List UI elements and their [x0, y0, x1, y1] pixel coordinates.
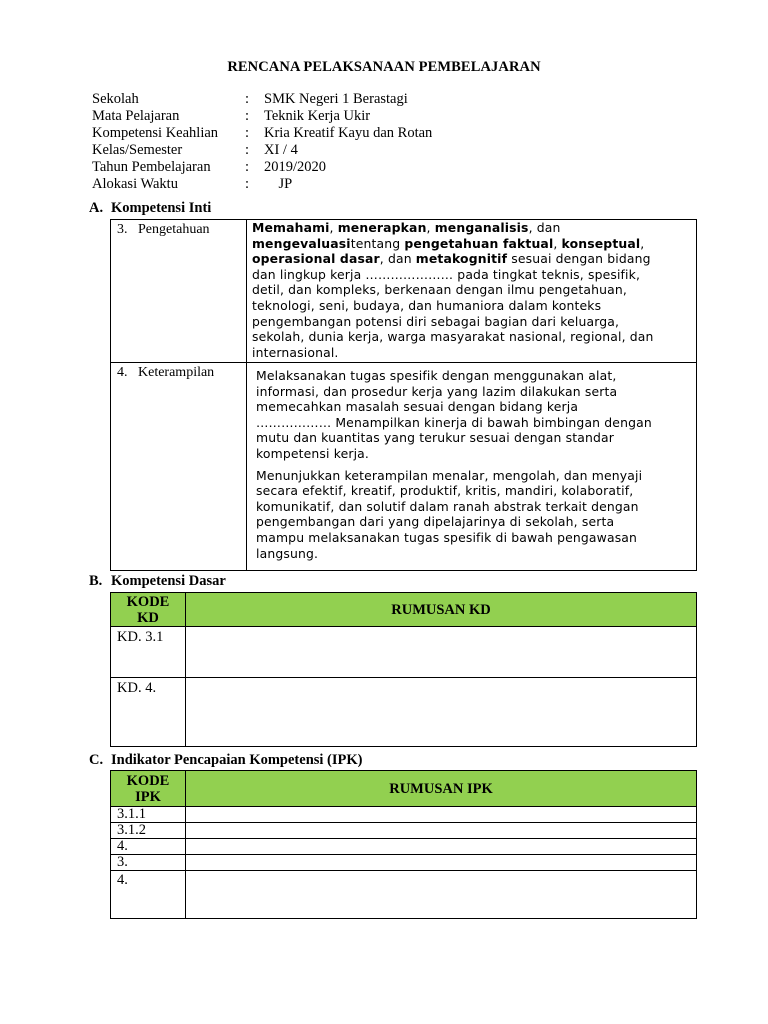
text-line: mutu dan kuantitas yang terukur sesuai dengan standar: [256, 430, 614, 446]
info-label: Alokasi Waktu: [92, 176, 178, 192]
text-line: langsung.: [256, 545, 319, 561]
table-row: [111, 678, 697, 747]
ipk-code: 3.1.2: [111, 823, 186, 839]
info-colon: :: [245, 125, 250, 141]
text-line: pengembangan dari yang dipelajarinya di sekolah, serta: [256, 514, 615, 530]
info-colon: :: [245, 91, 250, 107]
ipk-code: 4.: [111, 839, 186, 855]
indicator-table: [110, 770, 697, 919]
text-line: sekolah, dunia kerja, warga masyarakat nasional, regional, dan: [252, 329, 654, 345]
table-row: [111, 823, 697, 839]
kd-code: KD. 4.: [111, 678, 186, 747]
text-line: detil, dan kompleks, berkenaan dengan ilmu pengetahuan,: [252, 282, 627, 298]
text-line: pengembangan potensi diri sebagai bagian dari keluarga,: [252, 313, 620, 329]
info-label: Sekolah: [92, 91, 139, 107]
section-title: Indikator Pencapaian Kompetensi (IPK): [111, 752, 363, 768]
kd-text[interactable]: [186, 678, 697, 747]
info-value: JP: [264, 176, 293, 192]
text-line: internasional.: [252, 344, 339, 360]
core-competency-table: [110, 219, 697, 571]
section-number: B.: [89, 573, 103, 589]
ipk-text[interactable]: [186, 871, 697, 919]
section-c-heading: [89, 752, 362, 769]
info-value: Teknik Kerja Ukir: [264, 108, 371, 124]
ipk-text[interactable]: [186, 839, 697, 855]
text-line: komunikatif, dan solutif dalam ranah abstrak terkait dengan: [256, 498, 639, 514]
paragraph: [256, 368, 693, 462]
info-label: Kelas/Semester: [92, 142, 183, 158]
header-code-line: KODE: [126, 593, 170, 610]
text-line: mampu melaksanakan tugas spesifik di bawah pengawasan: [256, 529, 638, 545]
ipk-code: 3.: [111, 855, 186, 871]
text-line: ……………… Menampilkan kinerja di bawah bimbingan dengan: [256, 414, 652, 430]
knowledge-description: [247, 220, 697, 363]
table-header-row: [111, 593, 697, 627]
info-colon: :: [245, 142, 250, 158]
info-value: 2019/2020: [264, 159, 327, 175]
section-number: A.: [89, 200, 104, 216]
paragraph: [256, 468, 693, 562]
info-value: Kria Kreatif Kayu dan Rotan: [264, 125, 433, 141]
header-code-line: IPK: [135, 788, 161, 805]
table-row: [111, 855, 697, 871]
ipk-text[interactable]: [186, 855, 697, 871]
text-line: dan lingkup kerja ………………… pada tingkat teknis, spesifik,: [252, 266, 641, 282]
header-code-line: KD: [137, 609, 159, 626]
table-row: [111, 807, 697, 823]
ipk-code: 4.: [111, 871, 186, 919]
document-title: RENCANA PELAKSANAAN PEMBELAJARAN: [227, 59, 541, 75]
table-row: [111, 363, 697, 571]
kd-text[interactable]: [186, 627, 697, 678]
info-colon: :: [245, 108, 250, 124]
row-label: 4. Keterampilan: [111, 363, 247, 571]
table-row: [111, 220, 697, 363]
ipk-text[interactable]: [186, 823, 697, 839]
text-line: operasional dasar, dan metakognitif sesuai dengan bidang: [252, 251, 651, 267]
text-line: secara efektif, kreatif, produktif, kritis, mandiri, kolaboratif,: [256, 483, 634, 499]
header-code: [111, 771, 186, 807]
ipk-text[interactable]: [186, 807, 697, 823]
text-line: Melaksanakan tugas spesifik dengan menggunakan alat,: [256, 368, 617, 383]
header-code-line: KODE: [126, 772, 170, 789]
header-formula: RUMUSAN KD: [186, 593, 697, 627]
table-header-row: [111, 771, 697, 807]
section-title: Kompetensi Inti: [111, 200, 212, 216]
info-label: Tahun Pembelajaran: [92, 159, 211, 175]
table-row: [111, 627, 697, 678]
text-line: Menunjukkan keterampilan menalar, mengolah, dan menyaji: [256, 467, 643, 483]
info-colon: :: [245, 176, 250, 192]
text-line: teknologi, seni, budaya, dan humaniora dalam konteks: [252, 297, 602, 313]
text-line: kompetensi kerja.: [256, 445, 370, 461]
section-b-heading: [89, 573, 226, 590]
info-label: Kompetensi Keahlian: [92, 125, 219, 141]
table-row: [111, 839, 697, 855]
header-formula: RUMUSAN IPK: [186, 771, 697, 807]
info-value: XI / 4: [264, 142, 298, 158]
skill-description: [247, 363, 697, 571]
section-a-heading: [89, 200, 211, 217]
info-colon: :: [245, 159, 250, 175]
text-line: mengevaluasitentang pengetahuan faktual, konseptual,: [252, 235, 645, 251]
text-line: Memahami, menerapkan, menganalisis, dan: [252, 220, 561, 235]
table-row: [111, 871, 697, 919]
info-label: Mata Pelajaran: [92, 108, 180, 124]
ipk-code: 3.1.1: [111, 807, 186, 823]
basic-competency-table: [110, 592, 697, 747]
text-line: informasi, dan prosedur kerja yang lazim dilakukan serta: [256, 383, 618, 399]
row-label: 3. Pengetahuan: [111, 220, 247, 363]
header-code: [111, 593, 186, 627]
text-line: memecahkan masalah sesuai dengan bidang kerja: [256, 399, 579, 415]
section-number: C.: [89, 752, 104, 768]
kd-code: KD. 3.1: [111, 627, 186, 678]
section-title: Kompetensi Dasar: [111, 573, 226, 589]
info-value: SMK Negeri 1 Berastagi: [264, 91, 408, 107]
